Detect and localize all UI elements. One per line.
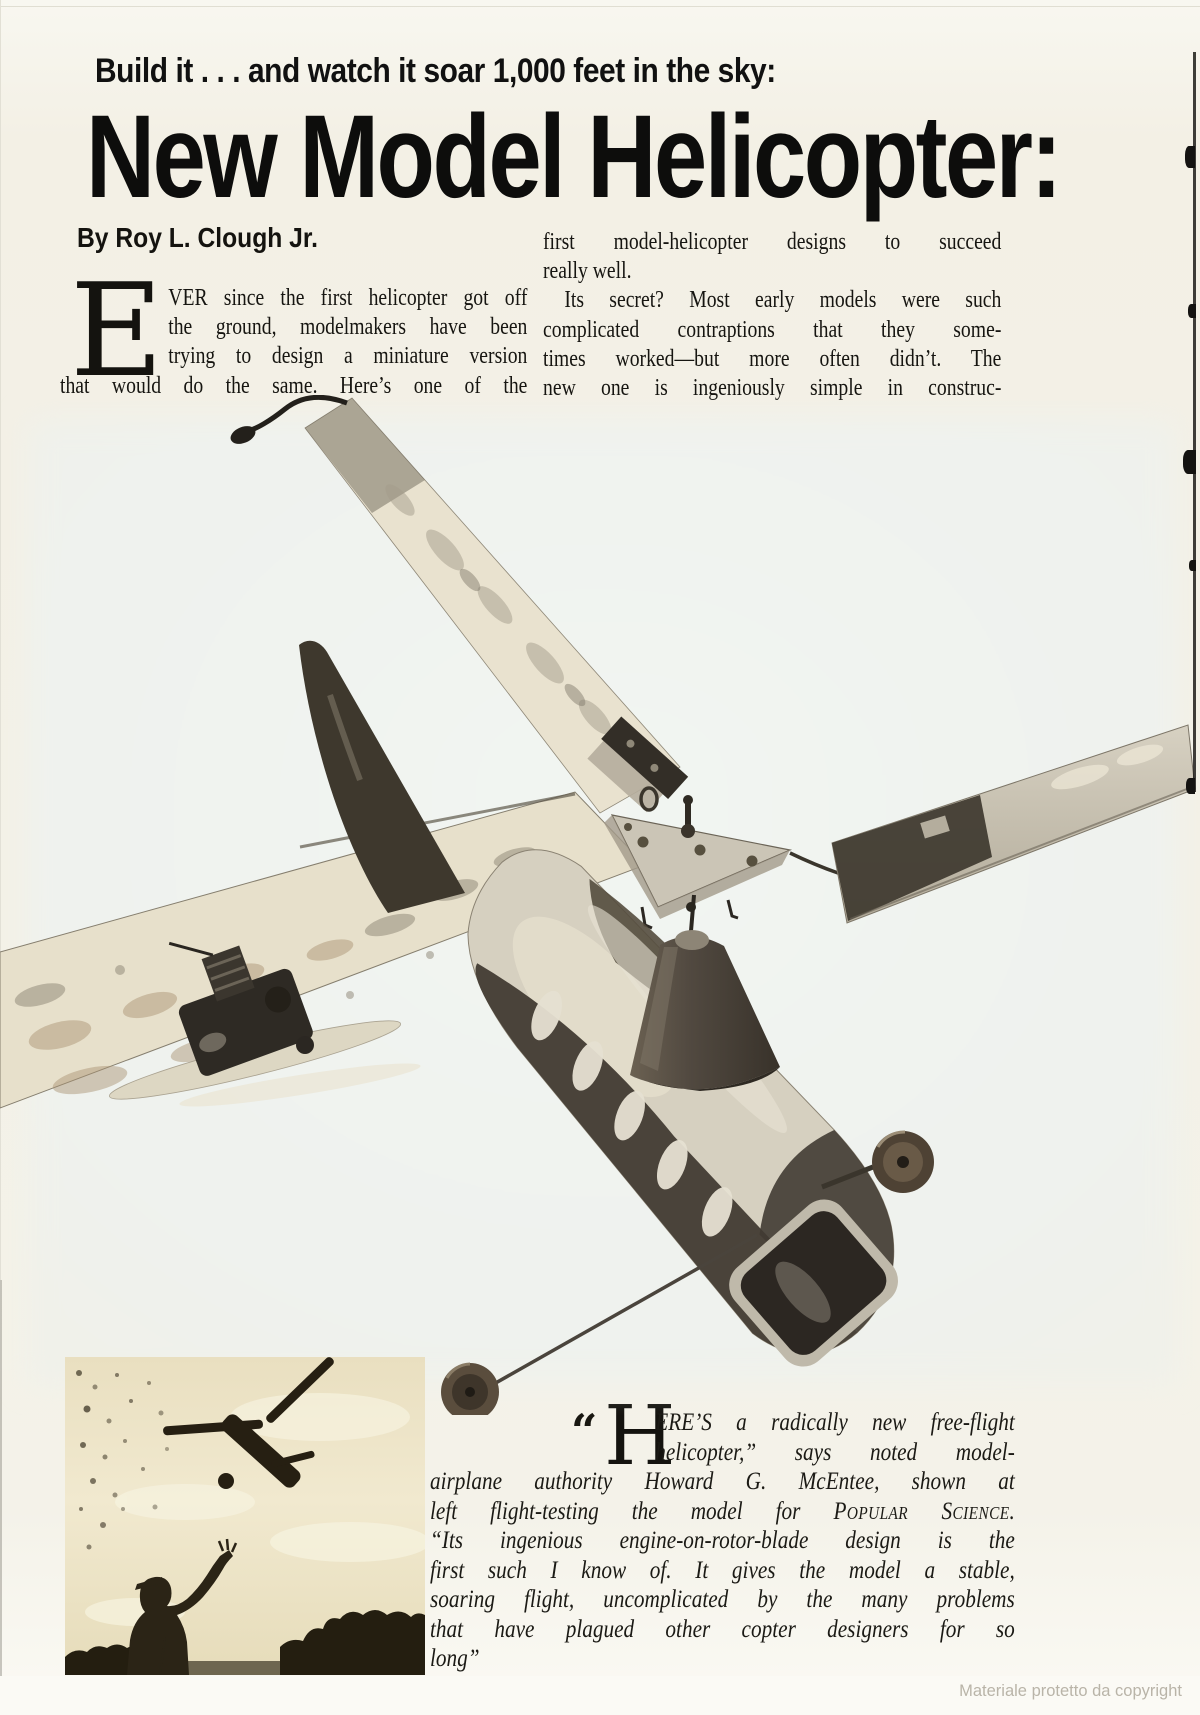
quote-line: helicopter,” says noted model- bbox=[655, 1438, 1015, 1466]
quote-line4-post: . bbox=[1009, 1497, 1015, 1525]
open-quote-mark: “ bbox=[571, 1404, 598, 1458]
scan-artifact-blob bbox=[1188, 304, 1196, 318]
propeller-hub bbox=[296, 1036, 314, 1054]
body-line: VER since the first helicopter got off bbox=[168, 285, 528, 311]
kicker-headline bbox=[95, 52, 869, 91]
quote-line: “Its ingenious engine-on-rotor-blade design is the bbox=[430, 1527, 1015, 1554]
quote-line: airplane authority Howard G. McEntee, shown at bbox=[430, 1468, 1015, 1495]
kicker-text: Build it . . . and watch it soar 1,000 feet in the sky: bbox=[95, 52, 776, 90]
body-line: first model-helicopter designs to succeed bbox=[543, 229, 1002, 255]
inset-photo-flight-test bbox=[65, 1357, 425, 1675]
body-line: new one is ingeniously simple in construc- bbox=[543, 375, 1002, 402]
scan-artifact-blob bbox=[1186, 778, 1195, 794]
quote-line: that have plagued other copter designers for so bbox=[430, 1615, 1015, 1643]
pull-quote bbox=[430, 1404, 1015, 1674]
article-column-right bbox=[543, 228, 1001, 403]
quote-line: soaring flight, uncomplicated by the many problems bbox=[430, 1586, 1015, 1613]
drop-cap-e: E bbox=[70, 257, 164, 406]
body-line: that would do the same. Here’s one of the bbox=[60, 372, 528, 399]
scan-artifact-blob bbox=[1183, 450, 1196, 474]
body-line: really well. bbox=[543, 258, 632, 285]
drop-cap-h: H bbox=[604, 1389, 676, 1484]
body-line: complicated contraptions that they some- bbox=[543, 316, 1002, 343]
quote-line: ERE’S a radically new free-flight bbox=[655, 1409, 1015, 1436]
quote-line bbox=[430, 1497, 1015, 1527]
magazine-name: Popular Science bbox=[833, 1497, 1010, 1525]
scan-hairline-top bbox=[0, 6, 1200, 7]
page-title-text: New Model Helicopter: bbox=[86, 91, 1060, 223]
main-photo-model-helicopter bbox=[0, 395, 1200, 1415]
body-line: times worked—but more often didn’t. The bbox=[543, 345, 1002, 372]
byline-text: By Roy L. Clough Jr. bbox=[77, 222, 318, 253]
byline bbox=[77, 222, 351, 254]
scan-artifact-blob bbox=[1185, 146, 1195, 168]
quote-line4-pre: left flight-testing the model for bbox=[430, 1497, 834, 1525]
page-title bbox=[86, 91, 1200, 223]
body-line: the ground, modelmakers have been bbox=[168, 314, 528, 341]
quote-line: long” bbox=[430, 1645, 480, 1672]
article-column-left bbox=[60, 257, 528, 406]
scan-artifact-blob bbox=[1189, 560, 1196, 571]
copyright-watermark: Materiale protetto da copyright bbox=[959, 1682, 1182, 1700]
body-line: trying to design a miniature version bbox=[168, 343, 528, 370]
quote-line: first such I know of. It gives the model a stable, bbox=[430, 1556, 1015, 1584]
body-line: Its secret? Most early models were such bbox=[564, 287, 1002, 314]
